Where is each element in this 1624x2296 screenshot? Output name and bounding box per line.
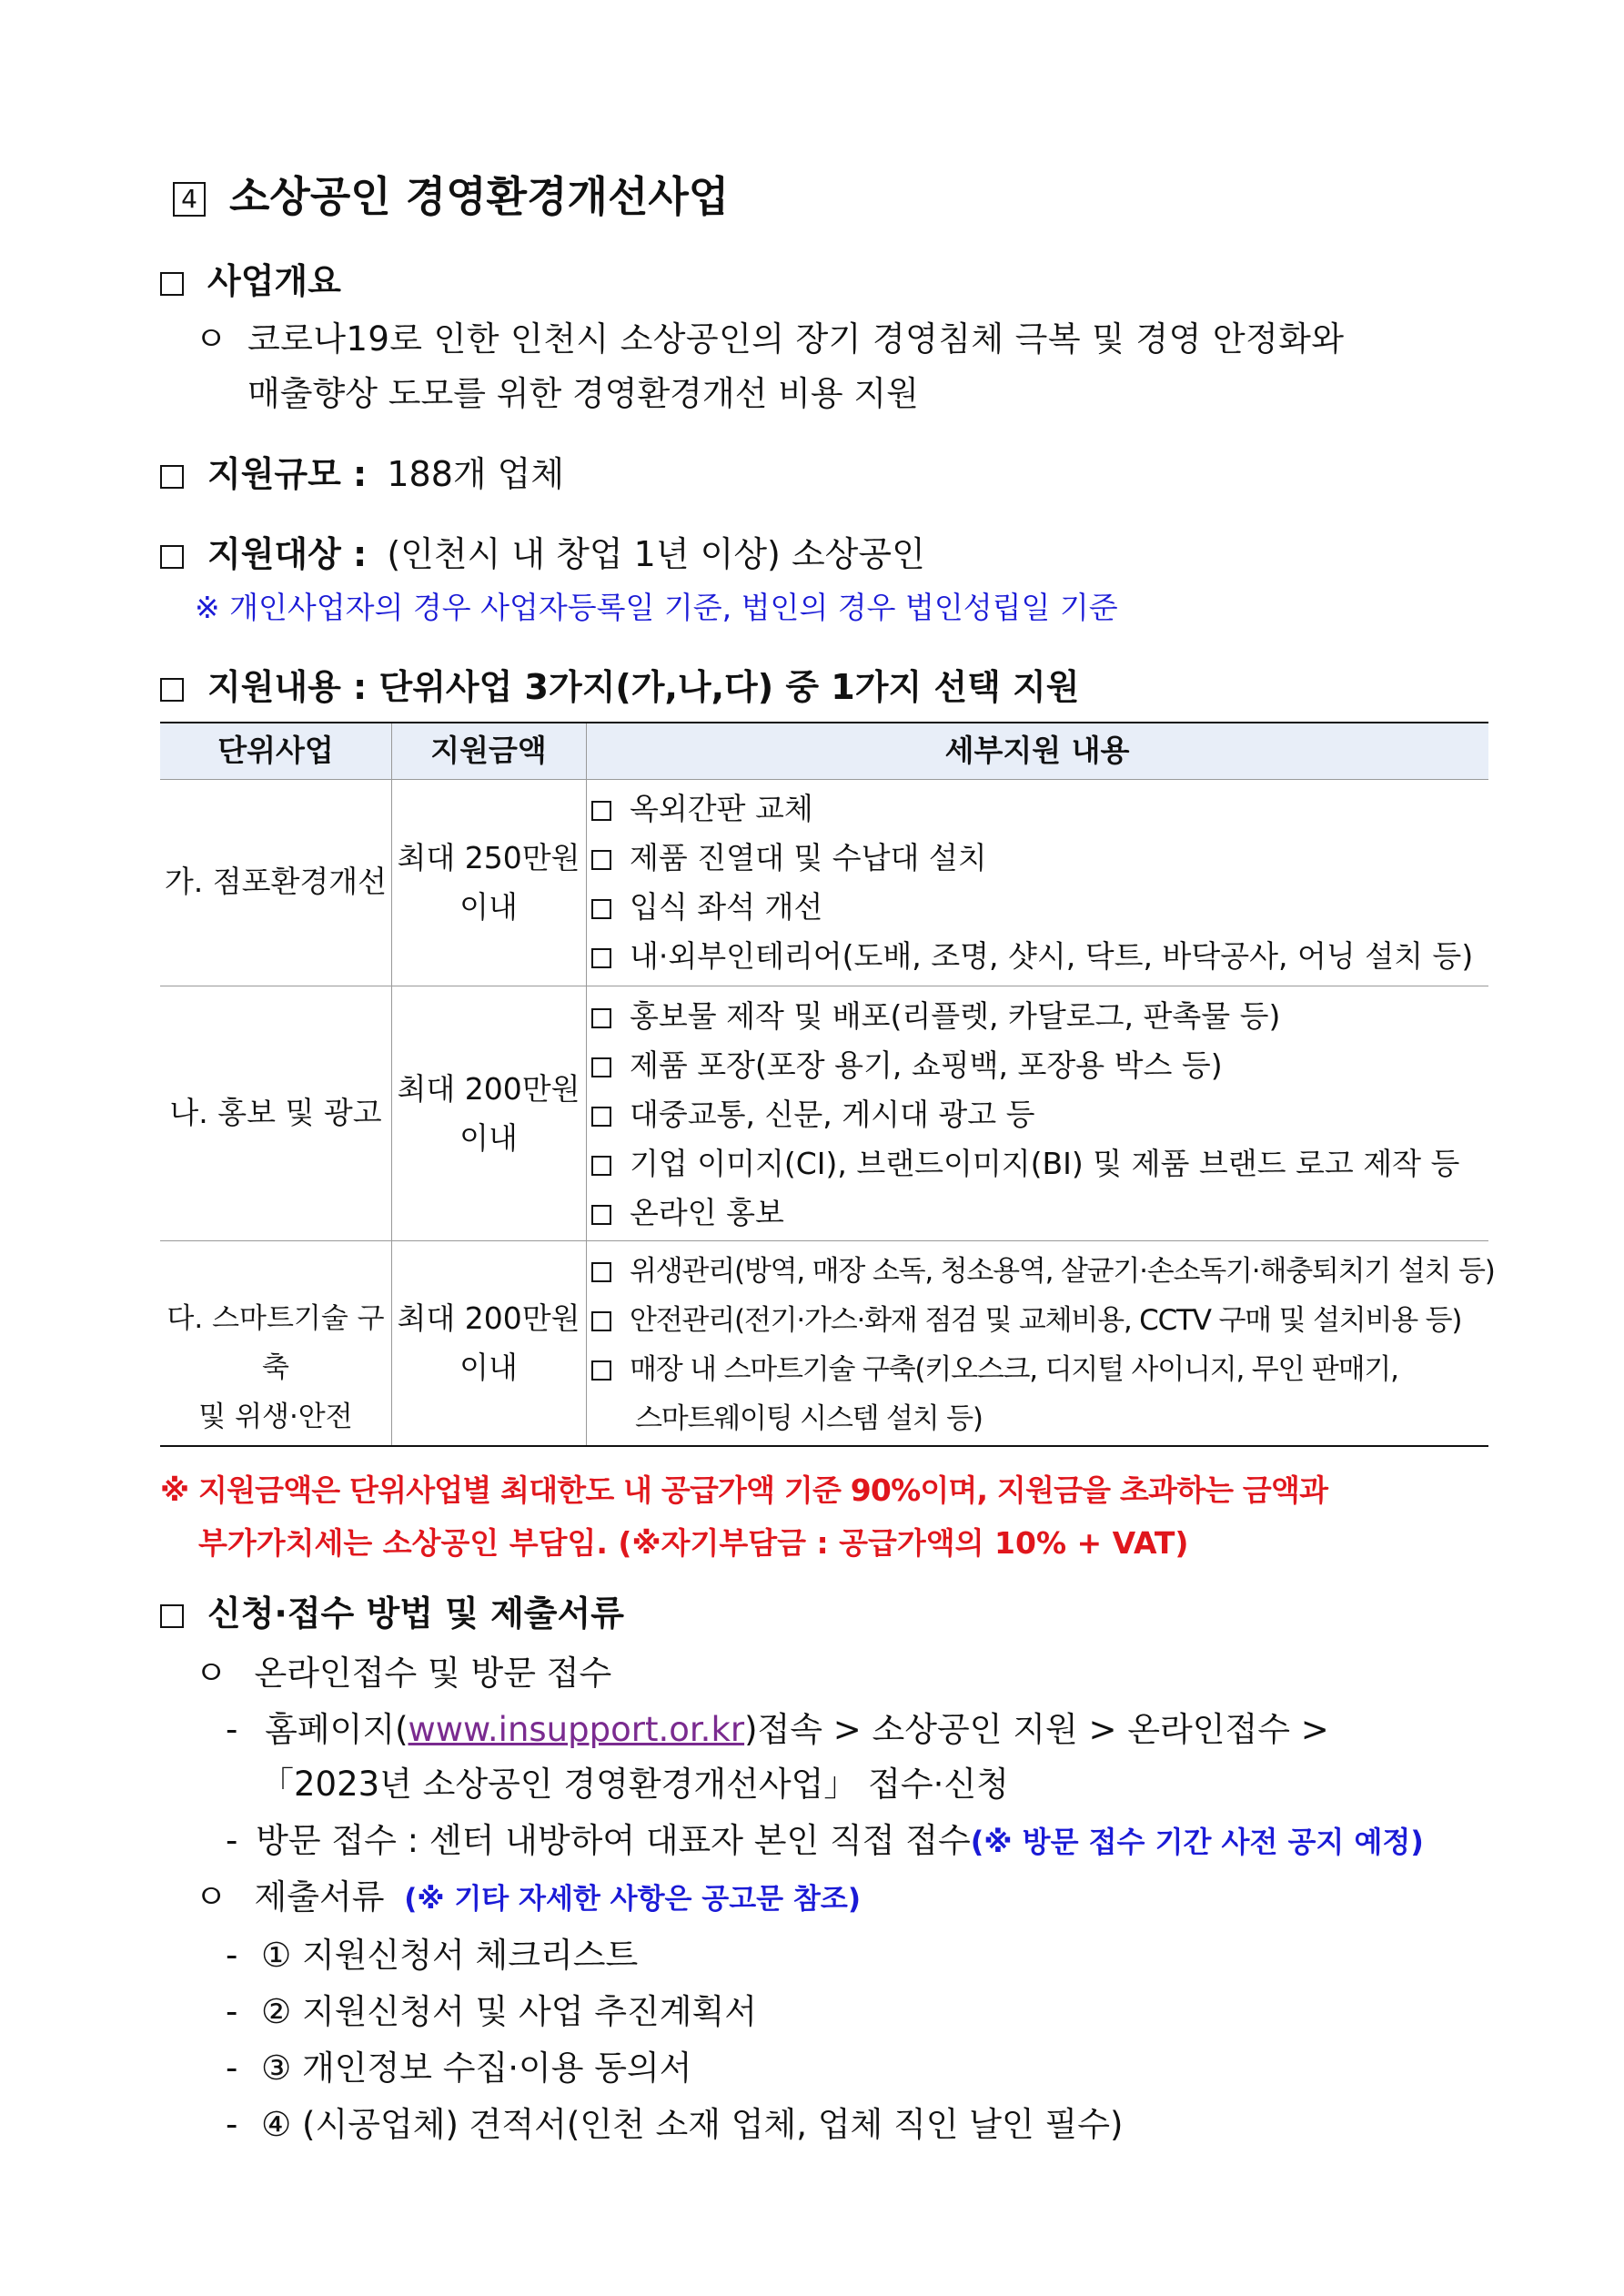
bullet: ㅇ — [195, 1877, 227, 1917]
doc-text: ③ 개인정보 수집·이용 동의서 — [261, 2048, 692, 2088]
dash: - — [226, 2105, 238, 2144]
unit-label-2: 및 위생·안전 — [198, 1401, 353, 1433]
table-row-1-amount — [391, 834, 586, 932]
homepage-path: )접속 > 소상공인 지원 > 온라인접수 > — [744, 1710, 1329, 1749]
checkbox-icon — [591, 801, 611, 821]
table-row-rule — [160, 1240, 1488, 1241]
table-row-3-unit — [160, 1294, 391, 1441]
checkbox-icon — [160, 545, 184, 569]
amount-label: 최대 250만원 — [397, 840, 580, 875]
overview-line-2: 매출향상 도모를 위한 경영환경개선 비용 지원 — [247, 374, 919, 413]
table-header-rule — [160, 779, 1488, 780]
detail-item: 내·외부인테리어(도배, 조명, 샷시, 닥트, 바닥공사, 어닝 설치 등) — [591, 932, 1473, 981]
checkbox-icon — [591, 1360, 611, 1381]
scale-value: 188개 업체 — [387, 454, 565, 494]
table-row-1-unit — [160, 857, 391, 906]
checkbox-icon — [160, 465, 184, 489]
table-top-rule — [160, 722, 1488, 723]
homepage-line-2: 「2023년 소상공인 경영환경개선사업」 접수·신청 — [260, 1765, 1009, 1804]
doc-text: ② 지원신청서 및 사업 추진계획서 — [261, 1992, 757, 2031]
detail-item: 온라인 홍보 — [591, 1188, 1459, 1238]
visit-text: 방문 접수 : 센터 내방하여 대표자 본인 직접 접수 — [256, 1821, 971, 1860]
detail-item: 입식 좌석 개선 — [591, 883, 1473, 932]
homepage-link[interactable]: www.insupport.or.kr — [408, 1710, 745, 1749]
table-row-3-details — [591, 1247, 1495, 1443]
table-bottom-rule — [160, 1445, 1488, 1447]
dash: - — [226, 1821, 238, 1860]
amount-label: 최대 200만원 — [397, 1300, 580, 1336]
checkbox-icon — [591, 1156, 611, 1176]
overview-heading — [160, 253, 341, 303]
checkbox-icon — [591, 1311, 611, 1331]
checkbox-icon — [591, 948, 611, 968]
apply-sub1-text: 온라인접수 및 방문 접수 — [254, 1654, 612, 1693]
apply-heading — [160, 1585, 624, 1635]
page-title-text: 소상공인 경영환경개선사업 — [229, 172, 730, 221]
detail-item: 안전관리(전기·가스·화재 점검 및 교체비용, CCTV 구매 및 설치비용 등) — [591, 1296, 1495, 1345]
doc-item — [226, 1927, 638, 1977]
dash: - — [226, 1936, 238, 1975]
visit-line — [226, 1813, 1424, 1862]
checkbox-icon — [591, 1008, 611, 1028]
amount-label: 최대 200만원 — [397, 1071, 580, 1107]
checkbox-icon — [591, 850, 611, 870]
table-row-3-amount — [391, 1294, 586, 1392]
content-heading-text: 지원내용 : 단위사업 3가지(가,나,다) 중 1가지 선택 지원 — [207, 667, 1080, 707]
dash: - — [226, 1710, 238, 1749]
unit-label: 다. 스마트기술 구축 — [166, 1302, 385, 1384]
overview-line-1: 코로나19로 인한 인천시 소상공인의 장기 경영침체 극복 및 경영 안정화와 — [247, 319, 1345, 359]
checkbox-icon — [160, 678, 184, 702]
doc-text: ④ (시공업체) 견적서(인천 소재 업체, 업체 직인 날인 필수) — [261, 2105, 1124, 2144]
checkbox-icon — [160, 1604, 184, 1628]
target-value: (인천시 내 창업 1년 이상) 소상공인 — [387, 534, 925, 574]
checkbox-icon — [591, 1057, 611, 1077]
overview-bullet: ㅇ — [195, 319, 227, 359]
detail-item: 기업 이미지(CI), 브랜드이미지(BI) 및 제품 브랜드 로고 제작 등 — [591, 1139, 1459, 1188]
apply-sub2-text: 제출서류 — [254, 1877, 385, 1917]
dash: - — [226, 1992, 238, 2031]
table-header-amount: 지원금액 — [430, 733, 547, 768]
table-header-details: 세부지원 내용 — [944, 733, 1130, 768]
visit-note: (※ 방문 접수 기간 사전 공지 예정) — [970, 1825, 1424, 1859]
amount-suffix: 이내 — [459, 1350, 518, 1385]
apply-sub2 — [195, 1869, 861, 1918]
target-heading: 지원대상 : — [207, 534, 368, 574]
notice-line-1: ※ 지원금액은 단위사업별 최대한도 내 공급가액 기준 90%이며, 지원금을 초과하는 금액과 — [160, 1472, 1328, 1508]
homepage-prefix: 홈페이지( — [265, 1710, 409, 1749]
table-row-2-amount — [391, 1065, 586, 1163]
unit-label: 가. 점포환경개선 — [164, 864, 388, 899]
checkbox-icon — [591, 899, 611, 919]
apply-sub1 — [195, 1645, 611, 1694]
overview-heading-text: 사업개요 — [207, 261, 341, 301]
section-number-box: 4 — [173, 182, 206, 217]
table-header-unit: 단위사업 — [217, 733, 334, 768]
checkbox-icon — [160, 272, 184, 296]
dash: - — [226, 2048, 238, 2088]
amount-suffix: 이내 — [459, 889, 518, 925]
amount-suffix: 이내 — [459, 1120, 518, 1156]
table-row-2-details — [591, 992, 1459, 1238]
homepage-line — [226, 1702, 1329, 1751]
detail-item: 옥외간판 교체 — [591, 784, 1473, 834]
detail-item: 홍보물 제작 및 배포(리플렛, 카달로그, 판촉물 등) — [591, 992, 1459, 1041]
scale-line — [160, 446, 564, 496]
unit-label: 나. 홍보 및 광고 — [169, 1095, 382, 1130]
bullet: ㅇ — [195, 1654, 227, 1693]
doc-text: ① 지원신청서 체크리스트 — [261, 1936, 639, 1975]
detail-item: 제품 포장(포장 용기, 쇼핑백, 포장용 박스 등) — [591, 1041, 1459, 1090]
detail-item: 대중교통, 신문, 게시대 광고 등 — [591, 1090, 1459, 1139]
notice-line-2: 부가가치세는 소상공인 부담임. (※자기부담금 : 공급가액의 10% + VAT) — [198, 1525, 1189, 1561]
target-line — [160, 526, 925, 576]
doc-item — [226, 2040, 692, 2089]
table-row-2-unit — [160, 1088, 391, 1138]
doc-item — [226, 1984, 757, 2033]
detail-item: 매장 내 스마트기술 구축(키오스크, 디지털 사이니지, 무인 판매기, — [591, 1345, 1495, 1394]
page-title — [173, 164, 729, 224]
apply-sub2-note: (※ 기타 자세한 사항은 공고문 참조) — [404, 1883, 861, 1916]
checkbox-icon — [591, 1262, 611, 1282]
checkbox-icon — [591, 1205, 611, 1225]
target-note: ※ 개인사업자의 경우 사업자등록일 기준, 법인의 경우 법인성립일 기준 — [195, 590, 1118, 625]
table-row-1-details — [591, 784, 1473, 981]
table-col-divider — [586, 723, 587, 1445]
scale-heading: 지원규모 : — [207, 454, 368, 494]
content-heading — [160, 659, 1079, 709]
doc-item — [226, 2097, 1123, 2146]
detail-item-continued: 스마트웨이팅 시스템 설치 등) — [635, 1402, 983, 1435]
apply-heading-text: 신청·접수 방법 및 제출서류 — [207, 1593, 624, 1633]
checkbox-icon — [591, 1107, 611, 1127]
detail-item: 제품 진열대 및 수납대 설치 — [591, 834, 1473, 883]
detail-item: 위생관리(방역, 매장 소독, 청소용역, 살균기·손소독기·해충퇴치기 설치 등) — [591, 1247, 1495, 1296]
